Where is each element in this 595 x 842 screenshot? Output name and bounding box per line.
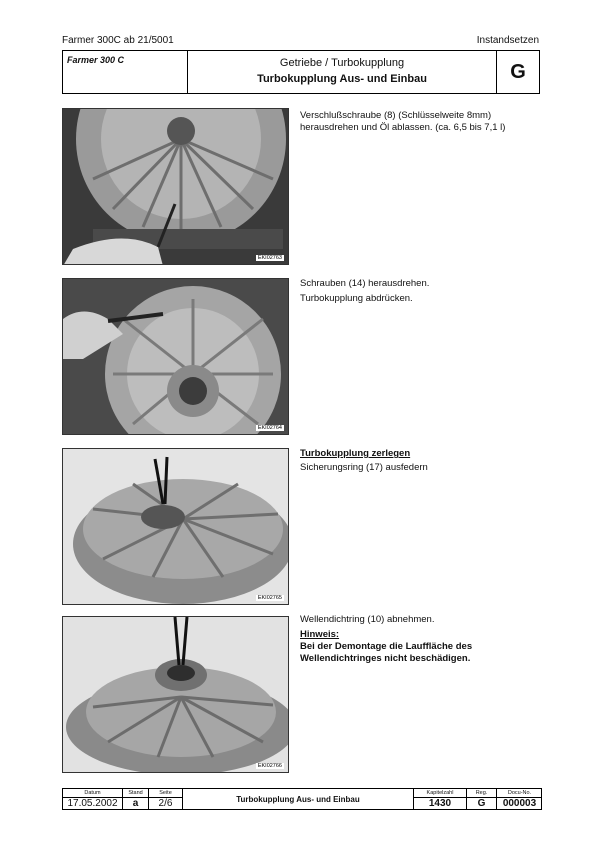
document-footer bbox=[62, 788, 542, 810]
step-3-heading: Turbokupplung zerlegen bbox=[300, 448, 411, 459]
step-1-photo bbox=[62, 108, 289, 265]
step-4-text-block bbox=[300, 614, 545, 665]
footer-title: Turbokupplung Aus- und Einbau bbox=[236, 795, 360, 804]
footer-datum bbox=[63, 789, 123, 809]
step-2-line-1: Schrauben (14) herausdrehen. bbox=[300, 278, 430, 289]
header-title-block bbox=[188, 51, 497, 93]
header-register-letter: G bbox=[510, 60, 526, 83]
step-3-text-block bbox=[300, 448, 545, 474]
header-title: Turbokupplung Aus- und Einbau bbox=[257, 73, 427, 85]
step-4-note-label: Hinweis: bbox=[300, 629, 340, 640]
step-4-image-code: EKI02766 bbox=[257, 763, 282, 769]
footer-seite-label: Seite bbox=[149, 790, 182, 798]
footer-reg-label: Reg. bbox=[467, 790, 496, 798]
footer-stand-label: Stand bbox=[123, 790, 148, 798]
footer-docu-label: Docu-No. bbox=[497, 790, 542, 798]
step-3-photo bbox=[62, 448, 289, 605]
footer-seite bbox=[149, 789, 183, 809]
footer-kapitel bbox=[413, 789, 467, 809]
footer-docu-value: 000003 bbox=[502, 798, 537, 809]
step-2-image-code: EKI02764 bbox=[257, 425, 282, 431]
footer-docu bbox=[497, 789, 542, 809]
footer-datum-label: Datum bbox=[63, 790, 122, 798]
footer-reg bbox=[467, 789, 497, 809]
header-model: Farmer 300 C bbox=[63, 51, 188, 93]
footer-reg-value: G bbox=[477, 798, 486, 809]
footer-datum-value: 17.05.2002 bbox=[67, 798, 118, 809]
document-header-box bbox=[62, 50, 540, 94]
section-title: Instandsetzen bbox=[476, 35, 539, 46]
step-2-photo bbox=[62, 278, 289, 435]
footer-seite-value: 2/6 bbox=[158, 798, 173, 809]
model-reference: Farmer 300C ab 21/5001 bbox=[62, 35, 174, 46]
step-3-text: Sicherungsring (17) ausfedern bbox=[300, 462, 428, 473]
footer-stand-value: a bbox=[132, 798, 139, 809]
step-2-line-2: Turbokupplung abdrücken. bbox=[300, 293, 413, 304]
step-2-text-block bbox=[300, 278, 545, 305]
footer-kapitel-value: 1430 bbox=[428, 798, 452, 809]
step-4-photo bbox=[62, 616, 289, 773]
step-1-image-code: EKI02763 bbox=[257, 255, 282, 261]
step-4-text: Wellendichtring (10) abnehmen. bbox=[300, 614, 435, 625]
header-subject: Getriebe / Turbokupplung bbox=[279, 57, 405, 69]
step-1-text: Verschlußschraube (8) (Schlüsselweite 8mm) herausdrehen und Öl ablassen. (ca. 6,5 bis 7,1 l) bbox=[300, 110, 506, 133]
step-4-note-text: Bei der Demontage die Lauffläche des Wellendichtringes nicht beschädigen. bbox=[300, 641, 473, 664]
step-3-image-code: EKI02765 bbox=[257, 595, 282, 601]
footer-kapitel-label: Kapitelzahl bbox=[414, 790, 466, 798]
footer-stand bbox=[123, 789, 149, 809]
